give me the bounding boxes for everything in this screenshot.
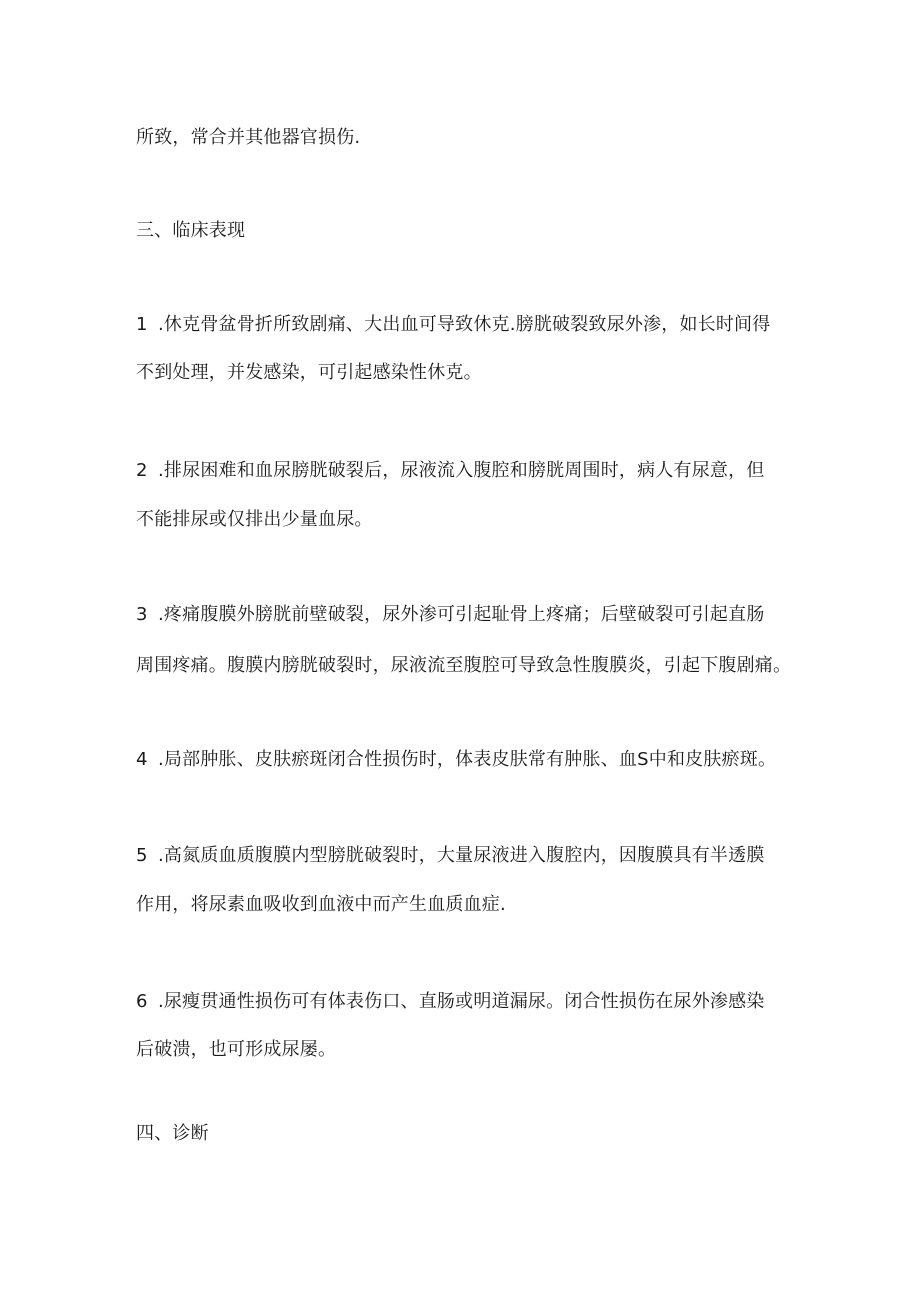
list-item-2-line-1 <box>136 459 765 483</box>
list-item-5-line-2: 作用，将尿素血吸收到血液中而产生血质血症. <box>136 894 506 915</box>
list-item-number: 2 <box>136 460 148 481</box>
list-item-text: .局部肿胀、皮肤瘀斑闭合性损伤时，体表皮肤常有肿胀、血S中和皮肤瘀斑。 <box>158 749 777 770</box>
list-item-1-line-1 <box>136 313 770 337</box>
list-item-text: .尿瘦贯通性损伤可有体表伤口、直肠或明道漏尿。闭合性损伤在尿外渗感染 <box>158 991 765 1012</box>
list-item-6-line-2: 后破溃，也可形成尿屡。 <box>136 1039 337 1060</box>
list-item-number: 3 <box>136 604 148 625</box>
intro-line: 所致，常合并其他器官损伤. <box>136 127 361 148</box>
list-item-6-line-1 <box>136 990 765 1014</box>
list-item-number: 1 <box>136 314 148 335</box>
list-item-5-line-1 <box>136 844 765 868</box>
list-item-3-line-1 <box>136 603 765 627</box>
list-item-1-line-2: 不到处理，并发感染，可引起感染性休克。 <box>136 362 482 383</box>
section-heading-diagnosis: 四、诊断 <box>136 1123 209 1144</box>
list-item-text: .疼痛腹膜外膀胱前壁破裂，尿外渗可引起耻骨上疼痛；后壁破裂可引起直肠 <box>158 604 765 625</box>
list-item-number: 4 <box>136 749 148 770</box>
list-item-number: 5 <box>136 845 148 866</box>
list-item-2-line-2: 不能排尿或仅排出少量血尿。 <box>136 509 373 530</box>
list-item-number: 6 <box>136 991 148 1012</box>
list-item-text: .高氮质血质腹膜内型膀胱破裂时，大量尿液进入腹腔内，因腹膜具有半透膜 <box>158 845 765 866</box>
list-item-text: .休克骨盆骨折所致剧痛、大出血可导致休克.膀胱破裂致尿外渗，如长时间得 <box>158 314 771 335</box>
list-item-3-line-2: 周围疼痛。腹膜内膀胱破裂时，尿液流至腹腔可导致急性腹膜炎，引起下腹剧痛。 <box>136 655 792 676</box>
list-item-text: .排尿困难和血尿膀胱破裂后，尿液流入腹腔和膀胱周围时，病人有尿意，但 <box>158 460 765 481</box>
list-item-4-line-1 <box>136 748 776 772</box>
section-heading-clinical-manifestations: 三、临床表现 <box>136 220 246 241</box>
